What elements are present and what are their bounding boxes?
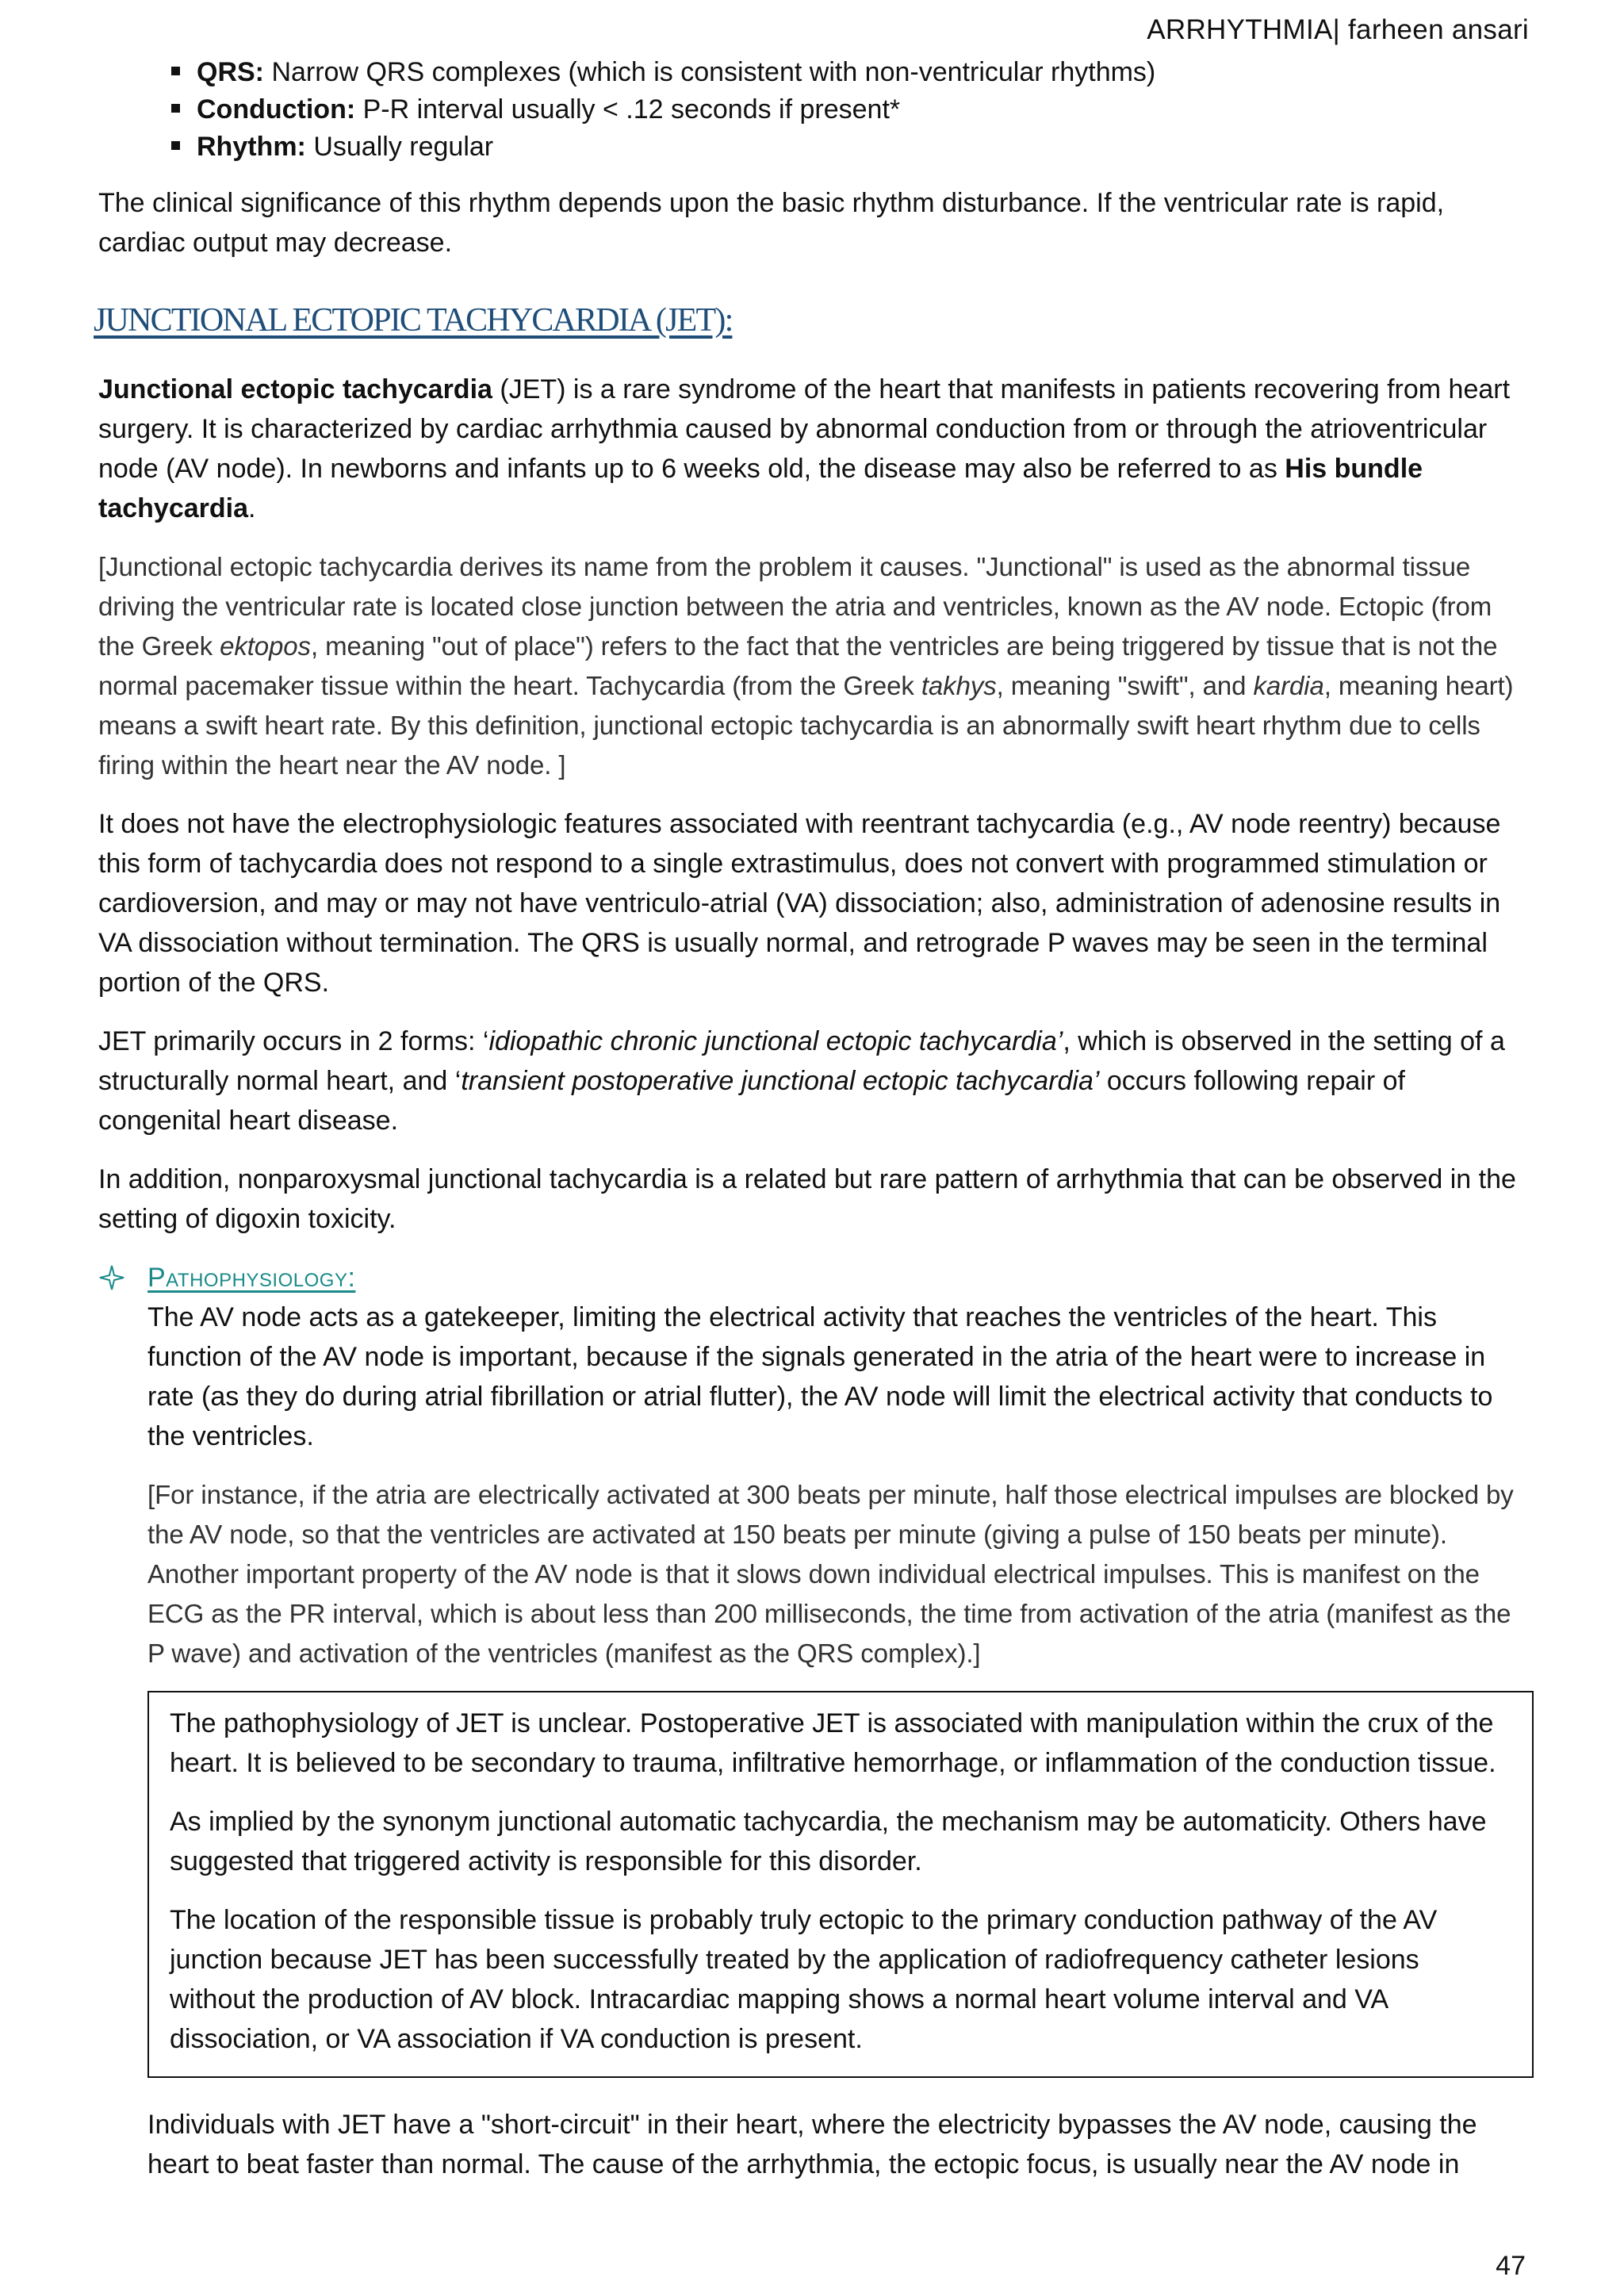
list-item-text: Narrow QRS complexes (which is consistent with non-ventricular rhythms) <box>264 57 1156 87</box>
rhythm-criteria-list <box>98 54 1534 166</box>
paragraph-text: occurs following repair of congenital heart disease. <box>98 1065 1405 1136</box>
paragraph-text: , meaning "swift", and <box>996 670 1254 700</box>
paragraph-text: , which is observed in the setting of a structurally normal heart, and ‘ <box>98 1025 1505 1096</box>
paragraph-text: , meaning "out of place") refers to the fact that the ventricles are being triggered by tissue that is not the normal pacemaker tissue within the heart. Tachycardia (from the Greek <box>98 631 1498 700</box>
bold-term: His bundle tachycardia <box>98 453 1423 523</box>
subheading-label: Pathophysiology: <box>147 1262 356 1293</box>
italic-term: ektopos <box>220 631 311 661</box>
av-node-example-paragraph: [For instance, if the atria are electrically activated at 300 beats per minute, half those electrical impulses are blocked by the AV node, so that the ventricles are activated at 150 beats per minute (giving a pulse of 150 beats per minute). Another important property of the AV node is that it slows down individual electrical impulses. This is manifest on the ECG as the PR interval, which is about less than 200 milliseconds, the time from activation of the atria (manifest as the P wave) and activation of the ventricles (manifest as the QRS complex).] <box>147 1479 1514 1668</box>
digoxin-paragraph: In addition, nonparoxysmal junctional tachycardia is a related but rare pattern of arrhythmia that can be observed in the setting of digoxin toxicity. <box>98 1163 1516 1234</box>
callout-paragraph: The pathophysiology of JET is unclear. Postoperative JET is associated with manipulation within the crux of the heart. It is believed to be secondary to trauma, infiltrative hemorrhage, or inflammation of the conduction tissue. <box>170 1708 1496 1778</box>
jet-definition-paragraph <box>98 370 1534 528</box>
list-item <box>98 54 1534 91</box>
paragraph-text: [Junctional ectopic tachycardia derives its name from the problem it causes. "Junctional" is used as the abnormal tissue driving the ventricular rate is located close junction between the atria and ventricles, known as the AV node. Ectopic (from the Greek <box>98 551 1492 661</box>
list-item-term: Rhythm: <box>197 132 306 162</box>
intro-paragraph: The clinical significance of this rhythm depends upon the basic rhythm disturbance. If the ventricular rate is rapid, cardiac output may decrease. <box>98 188 1445 258</box>
italic-term: idiopathic chronic junctional ectopic tachycardia’ <box>488 1025 1063 1056</box>
jet-forms-paragraph <box>98 1022 1534 1140</box>
paragraph-text: , meaning heart) means a swift heart rate. By this definition, junctional ectopic tachycardia is an abnormally swift heart rhythm due to cells firing within the heart near the AV node. ] <box>98 670 1514 780</box>
list-item <box>98 128 1534 166</box>
paragraph-text: . <box>248 493 256 523</box>
list-item-term: QRS: <box>197 57 264 87</box>
document-body <box>94 54 1534 2184</box>
callout-paragraph: The location of the responsible tissue is probably truly ectopic to the primary conduction pathway of the AV junction because JET has been successfully treated by the application of radiofrequency catheter lesions without the production of AV block. Intracardiac mapping shows a normal heart volume interval and VA dissociation, or VA association if VA conduction is present. <box>170 1904 1438 2054</box>
callout-paragraph: As implied by the synonym junctional automatic tachycardia, the mechanism may be automaticity. Others have suggested that triggered activity is responsible for this disorder. <box>170 1806 1487 1876</box>
page-number: 47 <box>1496 2251 1526 2281</box>
pathophysiology-callout-box <box>147 1691 1534 2078</box>
pathophysiology-subheading <box>98 1258 1534 1297</box>
list-item <box>98 91 1534 128</box>
italic-term: kardia <box>1253 670 1324 700</box>
electrophysiology-paragraph: It does not have the electrophysiologic features associated with reentrant tachycardia (e.g., AV node reentry) because this form of tachycardia does not respond to a single extrastimulus, does not convert with programmed stimulation or cardioversion, and may or may not have ventriculo-atrial (VA) dissociation; also, administration of adenosine results in VA dissociation without termination. The QRS is usually normal, and retrograde P waves may be seen in the terminal portion of the QRS. <box>98 808 1501 998</box>
list-item-text: P-R interval usually < .12 seconds if present* <box>355 94 901 125</box>
gatekeeper-paragraph: The AV node acts as a gatekeeper, limiting the electrical activity that reaches the ventricles of the heart. This function of the AV node is important, because if the signals generated in the atria of the heart were to increase in rate (as they do during atrial fibrillation or atrial flutter), the AV node will limit the electrical activity that conducts to the ventricles. <box>147 1301 1493 1451</box>
italic-term: transient postoperative junctional ectopic tachycardia’ <box>461 1065 1100 1096</box>
page-header: ARRHYTHMIA| farheen ansari <box>1147 14 1529 45</box>
list-item-text: Usually regular <box>305 132 494 162</box>
bold-term: Junctional ectopic tachycardia <box>98 374 492 404</box>
paragraph-text: (JET) is a rare syndrome of the heart that manifests in patients recovering from heart surgery. It is characterized by cardiac arrhythmia caused by abnormal conduction from or through the atrioventricular node (AV node). In newborns and infants up to 6 weeks old, the disease may also be referred to as <box>98 374 1511 484</box>
short-circuit-paragraph: Individuals with JET have a "short-circuit" in their heart, where the electricity bypasses the AV node, causing the heart to beat faster than normal. The cause of the arrhythmia, the ectopic focus, is usually near the AV node in <box>147 2109 1477 2179</box>
italic-term: takhys <box>921 670 997 700</box>
section-heading: JUNCTIONAL ECTOPIC TACHYCARDIA (JET): <box>94 302 733 339</box>
etymology-paragraph <box>98 547 1534 785</box>
paragraph-text: JET primarily occurs in 2 forms: ‘ <box>98 1025 489 1056</box>
four-point-star-icon <box>98 1264 125 1291</box>
list-item-term: Conduction: <box>197 94 356 125</box>
